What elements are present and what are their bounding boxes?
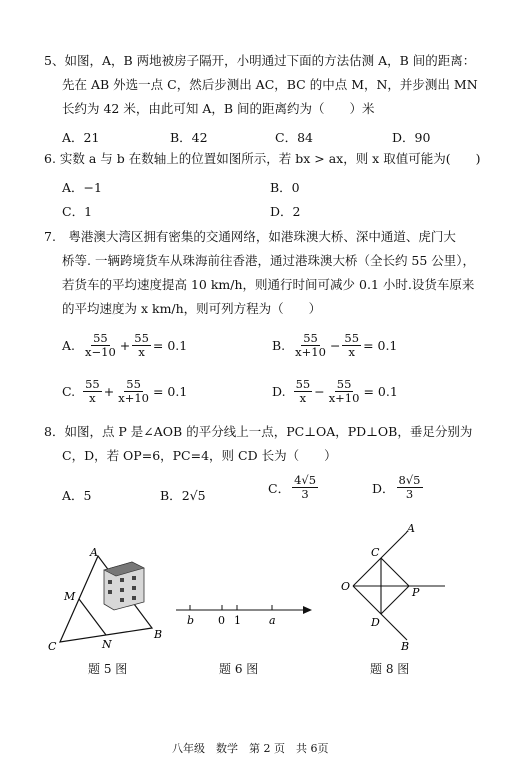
fig8-label-c: C [371, 546, 380, 559]
q7-line4: 的平均速度为 x km/h，则可列方程为（ ） [62, 301, 322, 316]
q8-option-a: A．5 [62, 488, 92, 503]
q7-option-c-label: C. [62, 384, 76, 400]
q7-option-d-label: D. [272, 384, 286, 400]
fig8-label-d: D [371, 616, 380, 629]
fig5-label-a: A [90, 546, 98, 559]
fig8-label-a: A [407, 524, 415, 535]
figure-5 [40, 546, 170, 656]
q7-line3: 若货车的平均速度提高 10 km/h，则通行时间可减少 0.1 小时.设货车原来 [62, 277, 475, 292]
fig8-label-b: B [401, 640, 410, 653]
fig8-label-o: O [341, 580, 351, 593]
q7-line1: 7. 粤港澳大湾区拥有密集的交通网络，如港珠澳大桥、深中通道、虎门大 [44, 229, 456, 244]
q7-option-d: D. $\frac{55}{x}$ − $\frac{55}{x+10}$ = 0.1 [272, 377, 398, 406]
fig6-label-a: a [269, 614, 276, 627]
q8-line1: 8．如图，点 P 是∠AOB 的平分线上一点，PC⊥OA，PD⊥OB，垂足分别为 [44, 424, 473, 439]
q5-option-d: D．90 [392, 130, 431, 145]
figure-6 [172, 590, 317, 630]
figure-8 [335, 524, 455, 654]
q8-option-d: D． $\frac{8√5}{3}$ [372, 473, 421, 502]
ray-oa [353, 532, 407, 586]
q6-option-b: B．0 [270, 180, 300, 195]
fig5-label-n: N [102, 638, 112, 651]
segment-pd [381, 586, 409, 614]
page-footer: 八年级 数学 第 2 页 共 6页 [172, 742, 329, 755]
q7b-frac2: $\frac{55}{x}$ [344, 331, 360, 360]
q7d-frac1: $\frac{55}{x}$ [295, 377, 311, 406]
fig6-label-b: b [187, 614, 195, 627]
fig5-segment-mn [79, 599, 106, 635]
q7a-frac1: $\frac{55}{x-10}$ [85, 331, 116, 360]
q7-option-b-label: B. [272, 338, 286, 354]
q7c-frac1: $\frac{55}{x}$ [85, 377, 100, 406]
q7-option-a-label: A. [62, 338, 76, 354]
fig5-label-b: B [154, 628, 163, 641]
q7c-frac2: $\frac{55}{x+10}$ [118, 377, 149, 406]
q7-option-b: B. $\frac{55}{x+10}$ − $\frac{55}{x}$ = 0.1 [272, 331, 398, 360]
q5-line1: 5、如图，A，B 两地被房子隔开，小明通过下面的方法估测 A，B 间的距离： [44, 53, 476, 68]
fig5-label-c: C [48, 640, 57, 653]
fig8-caption: 题 8 图 [370, 662, 410, 676]
arrow-icon [303, 606, 312, 614]
q7-line2: 桥等. 一辆跨境货车从珠海前往香港，通过港珠澳大桥（全长约 55 公里）， [62, 253, 476, 268]
q6-option-a: A．−1 [62, 180, 102, 195]
fig8-label-p: P [412, 586, 420, 599]
q5-line2: 先在 AB 外选一点 C，然后步测出 AC，BC 的中点 M，N，并步测出 MN [62, 77, 478, 92]
q8-option-b: B．2√5 [160, 488, 206, 503]
q8-option-c: C． $\frac{4√5}{3}$ [268, 473, 317, 502]
building-icon [104, 562, 144, 610]
q5-option-a: A．21 [62, 130, 100, 145]
q5-option-b: B．42 [170, 130, 208, 145]
q7-option-c: C. $\frac{55}{x}$ + $\frac{55}{x+10}$ = 0.1 [62, 377, 188, 406]
q5-line3: 长约为 42 米，由此可知 A，B 间的距离约为（ ）米 [62, 101, 375, 116]
fig6-label-1: 1 [234, 614, 241, 627]
q7b-frac1: $\frac{55}{x+10}$ [295, 331, 326, 360]
fig5-caption: 题 5 图 [88, 662, 128, 676]
q5-option-c: C．84 [275, 130, 313, 145]
q6-line1: 6. 实数 a 与 b 在数轴上的位置如图所示，若 bx > ax，则 x 取值可能为( ) [44, 151, 481, 166]
fig6-caption: 题 6 图 [219, 662, 259, 676]
segment-pc [381, 558, 409, 586]
q7d-frac2: $\frac{55}{x+10}$ [328, 377, 360, 406]
q6-option-d: D．2 [270, 204, 301, 219]
ray-ob [353, 586, 407, 640]
fig6-label-0: 0 [218, 614, 225, 627]
q7-option-a: A. $\frac{55}{x-10}$ + $\frac{55}{x}$ = 0.1 [62, 331, 188, 360]
fig5-label-m: M [64, 590, 76, 603]
q7a-frac2: $\frac{55}{x}$ [134, 331, 149, 360]
q6-option-c: C．1 [62, 204, 93, 219]
q8-line2: C，D，若 OP=6，PC=4，则 CD 长为（ ） [62, 448, 337, 463]
